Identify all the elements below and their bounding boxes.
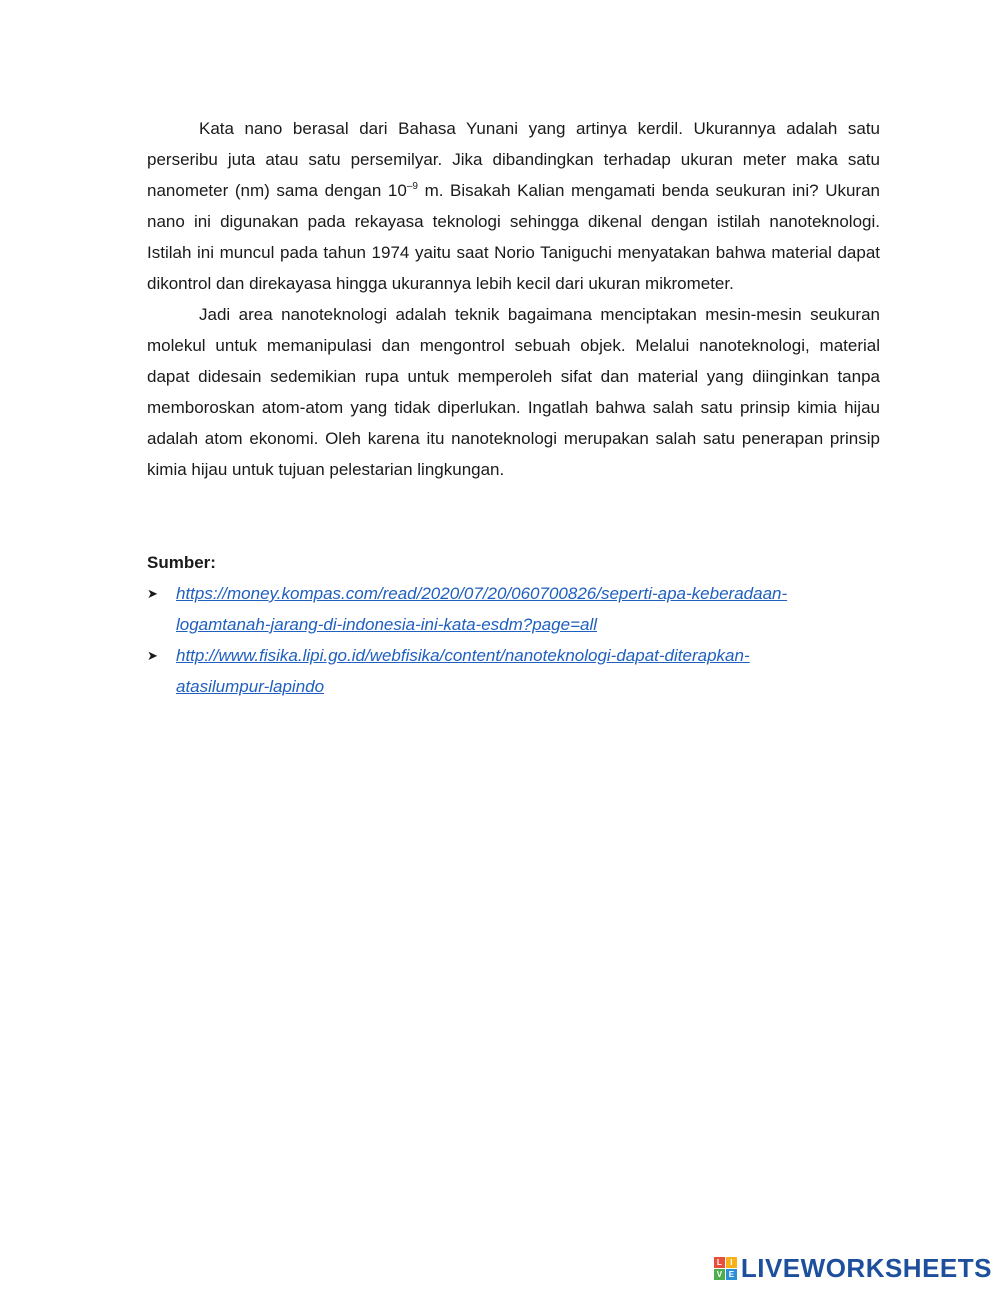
- source-link-line-2: atasilumpur-lapindo: [176, 677, 325, 696]
- liveworksheets-logo-icon: [714, 1257, 737, 1280]
- source-link-lipi[interactable]: [176, 646, 750, 696]
- arrowhead-bullet-icon: ➤: [147, 648, 158, 663]
- source-list: [147, 578, 880, 702]
- logo-letter: I: [726, 1257, 737, 1268]
- logo-letter: L: [714, 1257, 725, 1268]
- logo-letter: E: [726, 1269, 737, 1280]
- brand-name: LIVEWORKSHEETS: [740, 1253, 992, 1283]
- paragraph-1-text-a: Kata nano berasal dari Bahasa Yunani yang artinya kerdil. Ukurannya adalah satu perseribu juta atau satu persemilyar. Jika dibandingkan terhadap ukuran meter maka satu nanometer (nm) sama dengan 10: [147, 119, 880, 200]
- paragraph-1: [147, 113, 880, 299]
- source-link-line-2: logamtanah-jarang-di-indonesia-ini-kata-esdm?page=all: [176, 615, 597, 634]
- sources-title: Sumber:: [147, 553, 216, 572]
- exponent: –9: [406, 181, 418, 192]
- paragraph-2: Jadi area nanoteknologi adalah teknik bagaimana menciptakan mesin-mesin seukuran molekul untuk memanipulasi dan mengontrol sebuah objek. Melalui nanoteknologi, material dapat didesain sedemikian rupa untuk memperoleh sifat dan material yang diinginkan tanpa memboroskan atom-atom yang tidak diperlukan. Ingatlah bahwa salah satu prinsip kimia hijau adalah atom ekonomi. Oleh karena itu nanoteknologi merupakan salah satu penerapan prinsip kimia hijau untuk tujuan pelestarian lingkungan.: [147, 305, 880, 479]
- liveworksheets-brand: [714, 1253, 992, 1283]
- source-item: [147, 578, 880, 640]
- main-text: [147, 113, 880, 485]
- source-link-line-1: https://money.kompas.com/read/2020/07/20/060700826/seperti-apa-keberadaan-: [176, 584, 788, 603]
- source-link-kompas[interactable]: [176, 584, 787, 634]
- source-item: [147, 640, 880, 702]
- arrowhead-bullet-icon: ➤: [147, 586, 158, 601]
- logo-letter: V: [714, 1269, 725, 1280]
- sources-section: [147, 547, 880, 702]
- paragraph-1-text-b: m. Bisakah Kalian mengamati benda seukuran ini? Ukuran nano ini digunakan pada rekayasa teknologi sehingga dikenal dengan istilah nanoteknologi. Istilah ini muncul pada tahun 1974 yaitu saat Norio Taniguchi menyatakan bahwa material dapat dikontrol dan direkayasa hingga ukurannya lebih kecil dari ukuran mikrometer.: [147, 181, 880, 293]
- source-link-line-1: http://www.fisika.lipi.go.id/webfisika/content/nanoteknologi-dapat-diterapkan-: [176, 646, 750, 665]
